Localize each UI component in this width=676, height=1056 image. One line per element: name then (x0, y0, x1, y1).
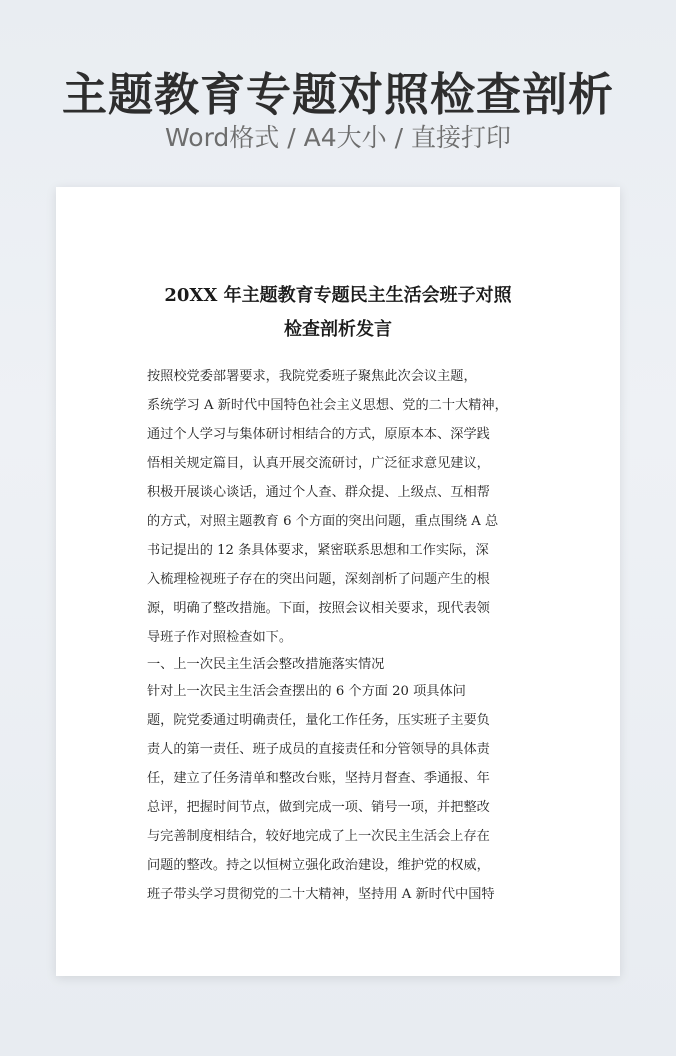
paragraph-line: 责人的第一责任、班子成员的直接责任和分管领导的具体责 (147, 742, 490, 757)
paragraph-line: 按照校党委部署要求，我院党委班子聚焦此次会议主题， (147, 369, 477, 384)
banner-title: 主题教育专题对照检查剖析 (61, 68, 614, 121)
paragraph-line: 书记提出的 12 条具体要求，紧密联系思想和工作实际，深 (147, 543, 489, 558)
paragraph-line: 积极开展谈心谈话，通过个人查、群众提、上级点、互相帮 (147, 485, 490, 500)
paragraph-line: 问题的整改。持之以恒树立强化政治建设，维护党的权威， (147, 858, 490, 873)
paragraph-line: 悟相关规定篇目，认真开展交流研讨，广泛征求意见建议， (147, 456, 490, 471)
document-title-line-2: 检查剖析发言 (284, 319, 392, 340)
paragraph-line: 入梳理检视班子存在的突出问题，深刻剖析了问题产生的根 (147, 572, 490, 587)
paragraph-line: 通过个人学习与集体研讨相结合的方式，原原本本、深学践 (147, 427, 490, 442)
paragraph-line: 系统学习 A 新时代中国特色社会主义思想、党的二十大精神， (147, 398, 508, 413)
paragraph-line: 班子带头学习贯彻党的二十大精神，坚持用 A 新时代中国特 (147, 887, 495, 902)
paragraph-line: 任，建立了任务清单和整改台账，坚持月督查、季通报、年 (147, 771, 490, 786)
document-title-line-1: 20XX 年主题教育专题民主生活会班子对照 (164, 285, 512, 306)
paragraph-line: 与完善制度相结合，较好地完成了上一次民主生活会上存在 (147, 829, 490, 844)
paragraph-line: 导班子作对照检查如下。 (147, 630, 293, 645)
paragraph-line: 题，院党委通过明确责任，量化工作任务，压实班子主要负 (147, 713, 490, 728)
paragraph-line: 的方式，对照主题教育 6 个方面的突出问题，重点围绕 A 总 (147, 514, 499, 529)
paragraph-line: 总评，把握时间节点，做到完成一项、销号一项，并把整改 (147, 800, 490, 815)
paragraph-line: 源，明确了整改措施。下面，按照会议相关要求，现代表领 (147, 601, 490, 616)
banner-subtitle: Word格式 / A4大小 / 直接打印 (165, 123, 511, 152)
paragraph-line: 针对上一次民主生活会查摆出的 6 个方面 20 项具体问 (147, 684, 466, 699)
section-heading: 一、上一次民主生活会整改措施落实情况 (147, 657, 385, 672)
